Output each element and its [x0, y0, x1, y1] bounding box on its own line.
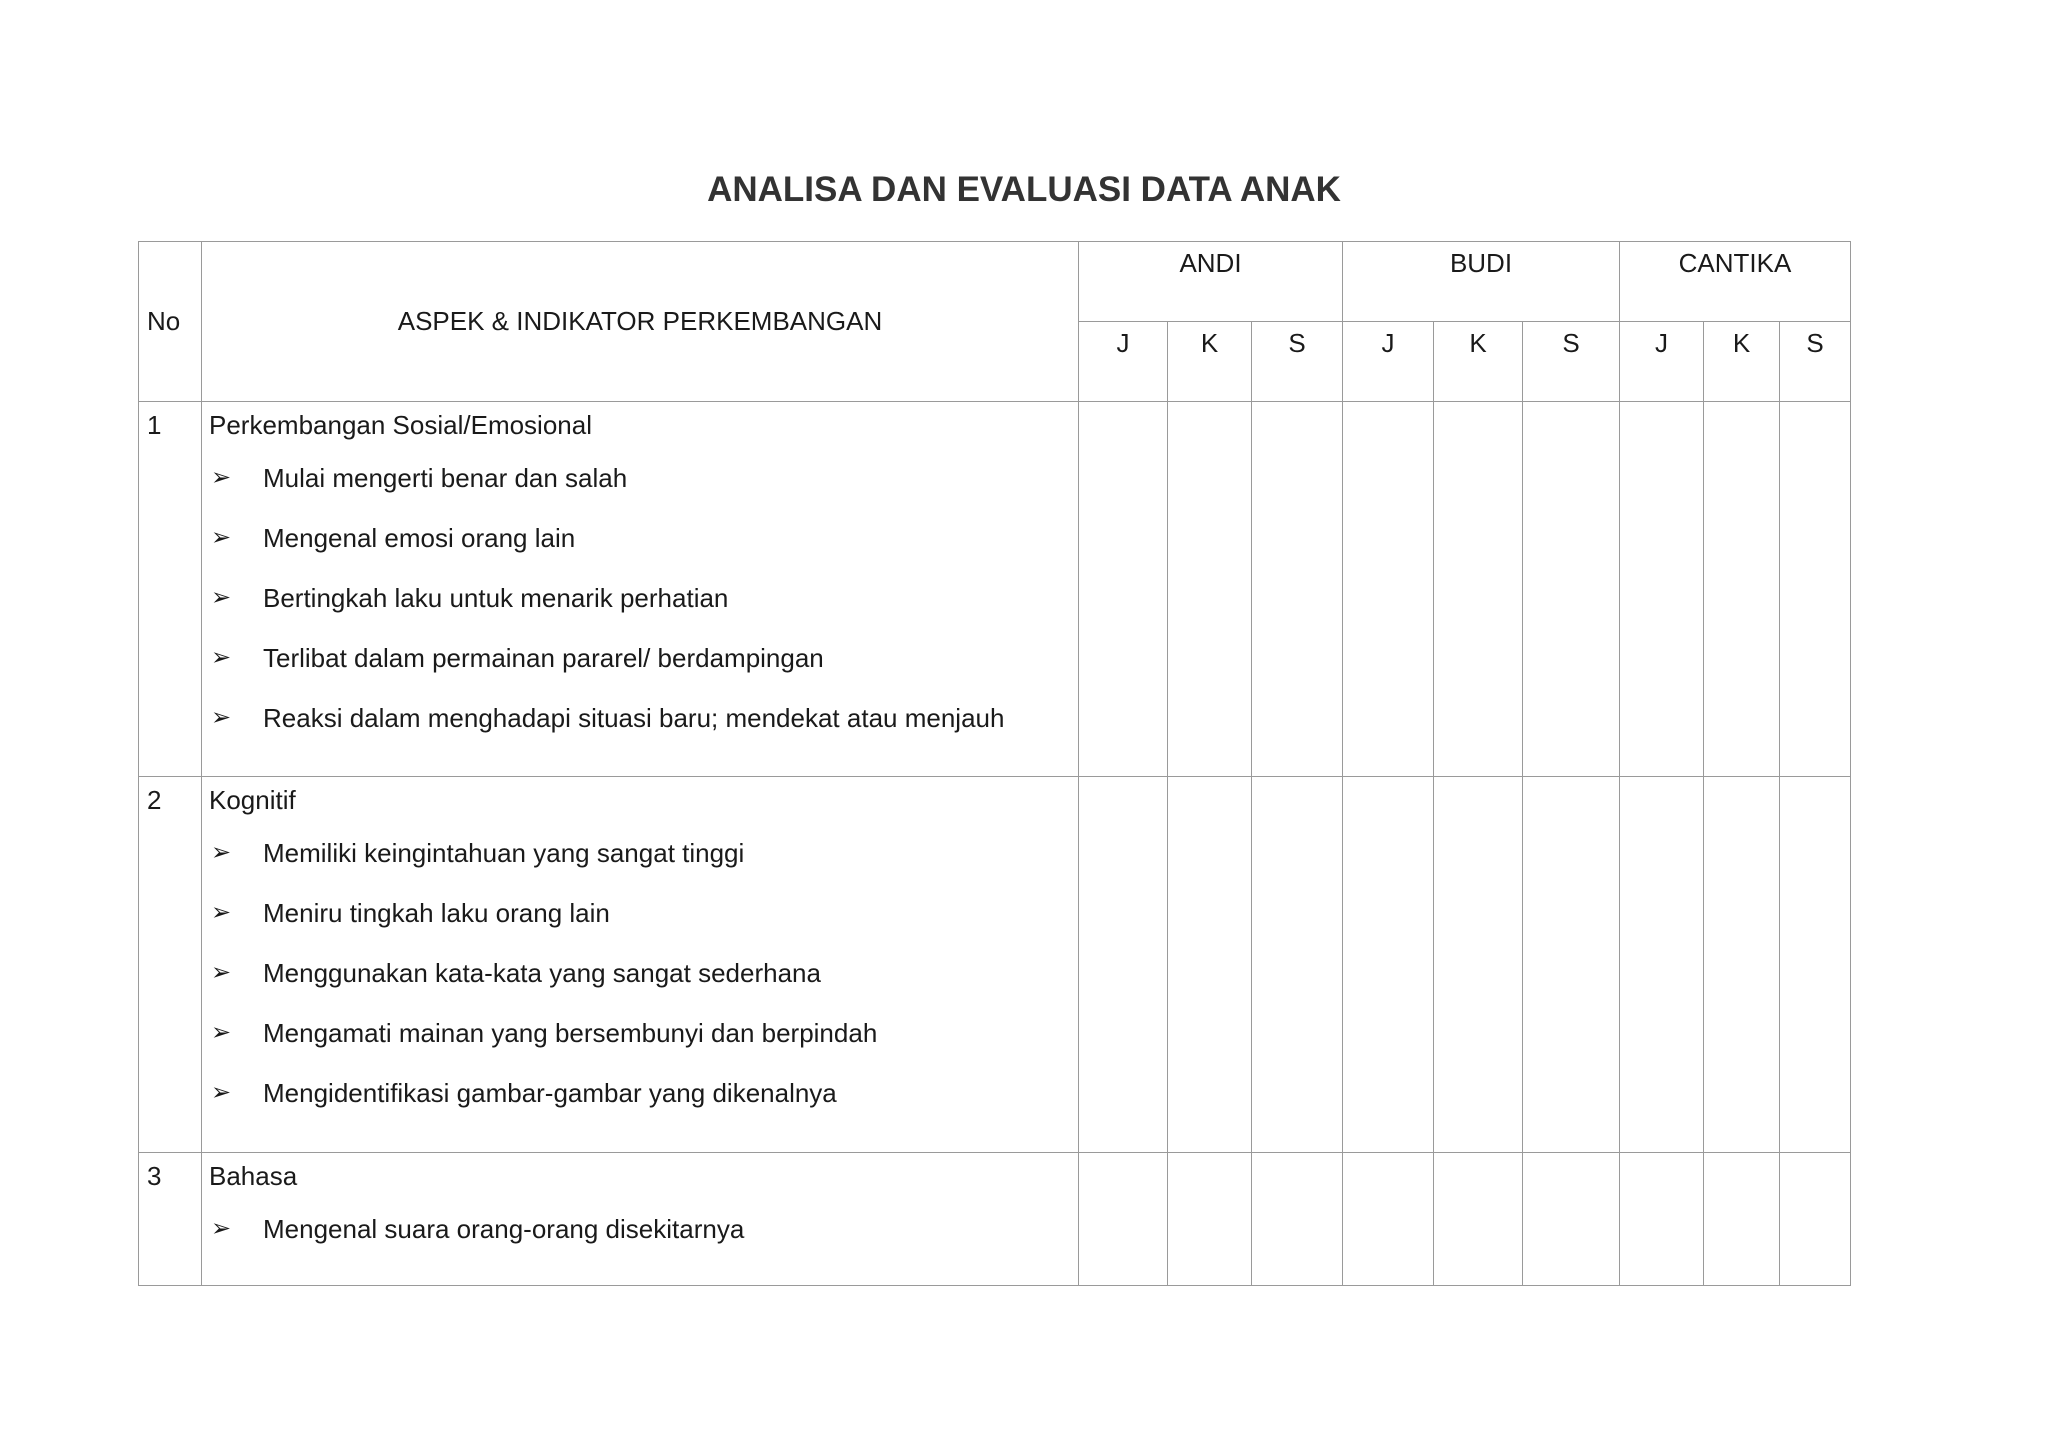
header-score-s: S [1523, 322, 1620, 402]
score-cell[interactable] [1343, 777, 1434, 1153]
score-cell[interactable] [1704, 402, 1780, 777]
arrow-bullet-icon: ➢ [211, 899, 232, 926]
header-aspek: ASPEK & INDIKATOR PERKEMBANGAN [202, 242, 1079, 402]
aspect-title: Kognitif [209, 785, 296, 815]
arrow-bullet-icon: ➢ [211, 839, 232, 866]
score-cell[interactable] [1523, 402, 1620, 777]
indicator-text: Reaksi dalam menghadapi situasi baru; mendekat atau menjauh [263, 703, 1005, 733]
indicator-text: Menggunakan kata-kata yang sangat sederhana [263, 958, 821, 988]
indicator-text: Mengidentifikasi gambar-gambar yang dikenalnya [263, 1078, 837, 1108]
score-cell[interactable] [1168, 777, 1252, 1153]
aspect-cell [202, 402, 1079, 777]
indicator-text: Mengenal emosi orang lain [263, 523, 576, 553]
header-score-s: S [1780, 322, 1851, 402]
indicator-item [209, 448, 1078, 508]
header-score-k: K [1168, 322, 1252, 402]
indicator-text: Bertingkah laku untuk menarik perhatian [263, 583, 729, 613]
score-cell[interactable] [1079, 1153, 1168, 1286]
header-score-j: J [1343, 322, 1434, 402]
arrow-bullet-icon: ➢ [211, 584, 232, 611]
indicator-text: Meniru tingkah laku orang lain [263, 898, 610, 928]
header-score-k: K [1704, 322, 1780, 402]
aspect-cell [202, 1153, 1079, 1286]
evaluation-table [138, 241, 1851, 1286]
score-cell[interactable] [1620, 402, 1704, 777]
score-cell[interactable] [1523, 777, 1620, 1153]
score-cell[interactable] [1620, 1153, 1704, 1286]
table-row [139, 1153, 1851, 1286]
table-row [139, 777, 1851, 1153]
indicator-item [209, 943, 1078, 1003]
header-score-k: K [1434, 322, 1523, 402]
indicator-item [209, 883, 1078, 943]
score-cell[interactable] [1780, 1153, 1851, 1286]
score-cell[interactable] [1343, 402, 1434, 777]
score-cell[interactable] [1252, 777, 1343, 1153]
indicator-text: Mengenal suara orang-orang disekitarnya [263, 1214, 745, 1244]
header-child-andi: ANDI [1079, 242, 1343, 322]
arrow-bullet-icon: ➢ [211, 1019, 232, 1046]
header-score-s: S [1252, 322, 1343, 402]
indicator-item [209, 688, 1078, 748]
aspect-cell [202, 777, 1079, 1153]
header-no: No [139, 242, 202, 402]
header-child-budi: BUDI [1343, 242, 1620, 322]
indicator-text: Mengamati mainan yang bersembunyi dan berpindah [263, 1018, 878, 1048]
header-score-j: J [1079, 322, 1168, 402]
indicator-item [209, 1063, 1078, 1123]
indicator-item [209, 568, 1078, 628]
score-cell[interactable] [1434, 1153, 1523, 1286]
score-cell[interactable] [1704, 777, 1780, 1153]
arrow-bullet-icon: ➢ [211, 644, 232, 671]
arrow-bullet-icon: ➢ [211, 1079, 232, 1106]
arrow-bullet-icon: ➢ [211, 464, 232, 491]
arrow-bullet-icon: ➢ [211, 704, 232, 731]
indicator-item [209, 508, 1078, 568]
score-cell[interactable] [1252, 1153, 1343, 1286]
score-cell[interactable] [1343, 1153, 1434, 1286]
arrow-bullet-icon: ➢ [211, 959, 232, 986]
score-cell[interactable] [1780, 402, 1851, 777]
score-cell[interactable] [1168, 402, 1252, 777]
row-number: 1 [139, 402, 202, 777]
row-number: 2 [139, 777, 202, 1153]
indicator-item [209, 823, 1078, 883]
score-cell[interactable] [1168, 1153, 1252, 1286]
indicator-text: Terlibat dalam permainan pararel/ berdampingan [263, 643, 824, 673]
score-cell[interactable] [1704, 1153, 1780, 1286]
score-cell[interactable] [1252, 402, 1343, 777]
aspect-title: Bahasa [209, 1161, 298, 1191]
header-score-j: J [1620, 322, 1704, 402]
row-number: 3 [139, 1153, 202, 1286]
score-cell[interactable] [1079, 777, 1168, 1153]
score-cell[interactable] [1434, 402, 1523, 777]
table-row [139, 402, 1851, 777]
indicator-text: Memiliki keingintahuan yang sangat tinggi [263, 838, 745, 868]
score-cell[interactable] [1434, 777, 1523, 1153]
document-title: ANALISA DAN EVALUASI DATA ANAK [707, 170, 1341, 209]
arrow-bullet-icon: ➢ [211, 1215, 232, 1242]
score-cell[interactable] [1079, 402, 1168, 777]
score-cell[interactable] [1780, 777, 1851, 1153]
indicator-item [209, 1199, 1078, 1259]
indicator-item [209, 1003, 1078, 1063]
indicator-item [209, 628, 1078, 688]
score-cell[interactable] [1523, 1153, 1620, 1286]
indicator-text: Mulai mengerti benar dan salah [263, 463, 628, 493]
arrow-bullet-icon: ➢ [211, 524, 232, 551]
header-child-cantika: CANTIKA [1620, 242, 1851, 322]
aspect-title: Perkembangan Sosial/Emosional [209, 410, 592, 440]
score-cell[interactable] [1620, 777, 1704, 1153]
